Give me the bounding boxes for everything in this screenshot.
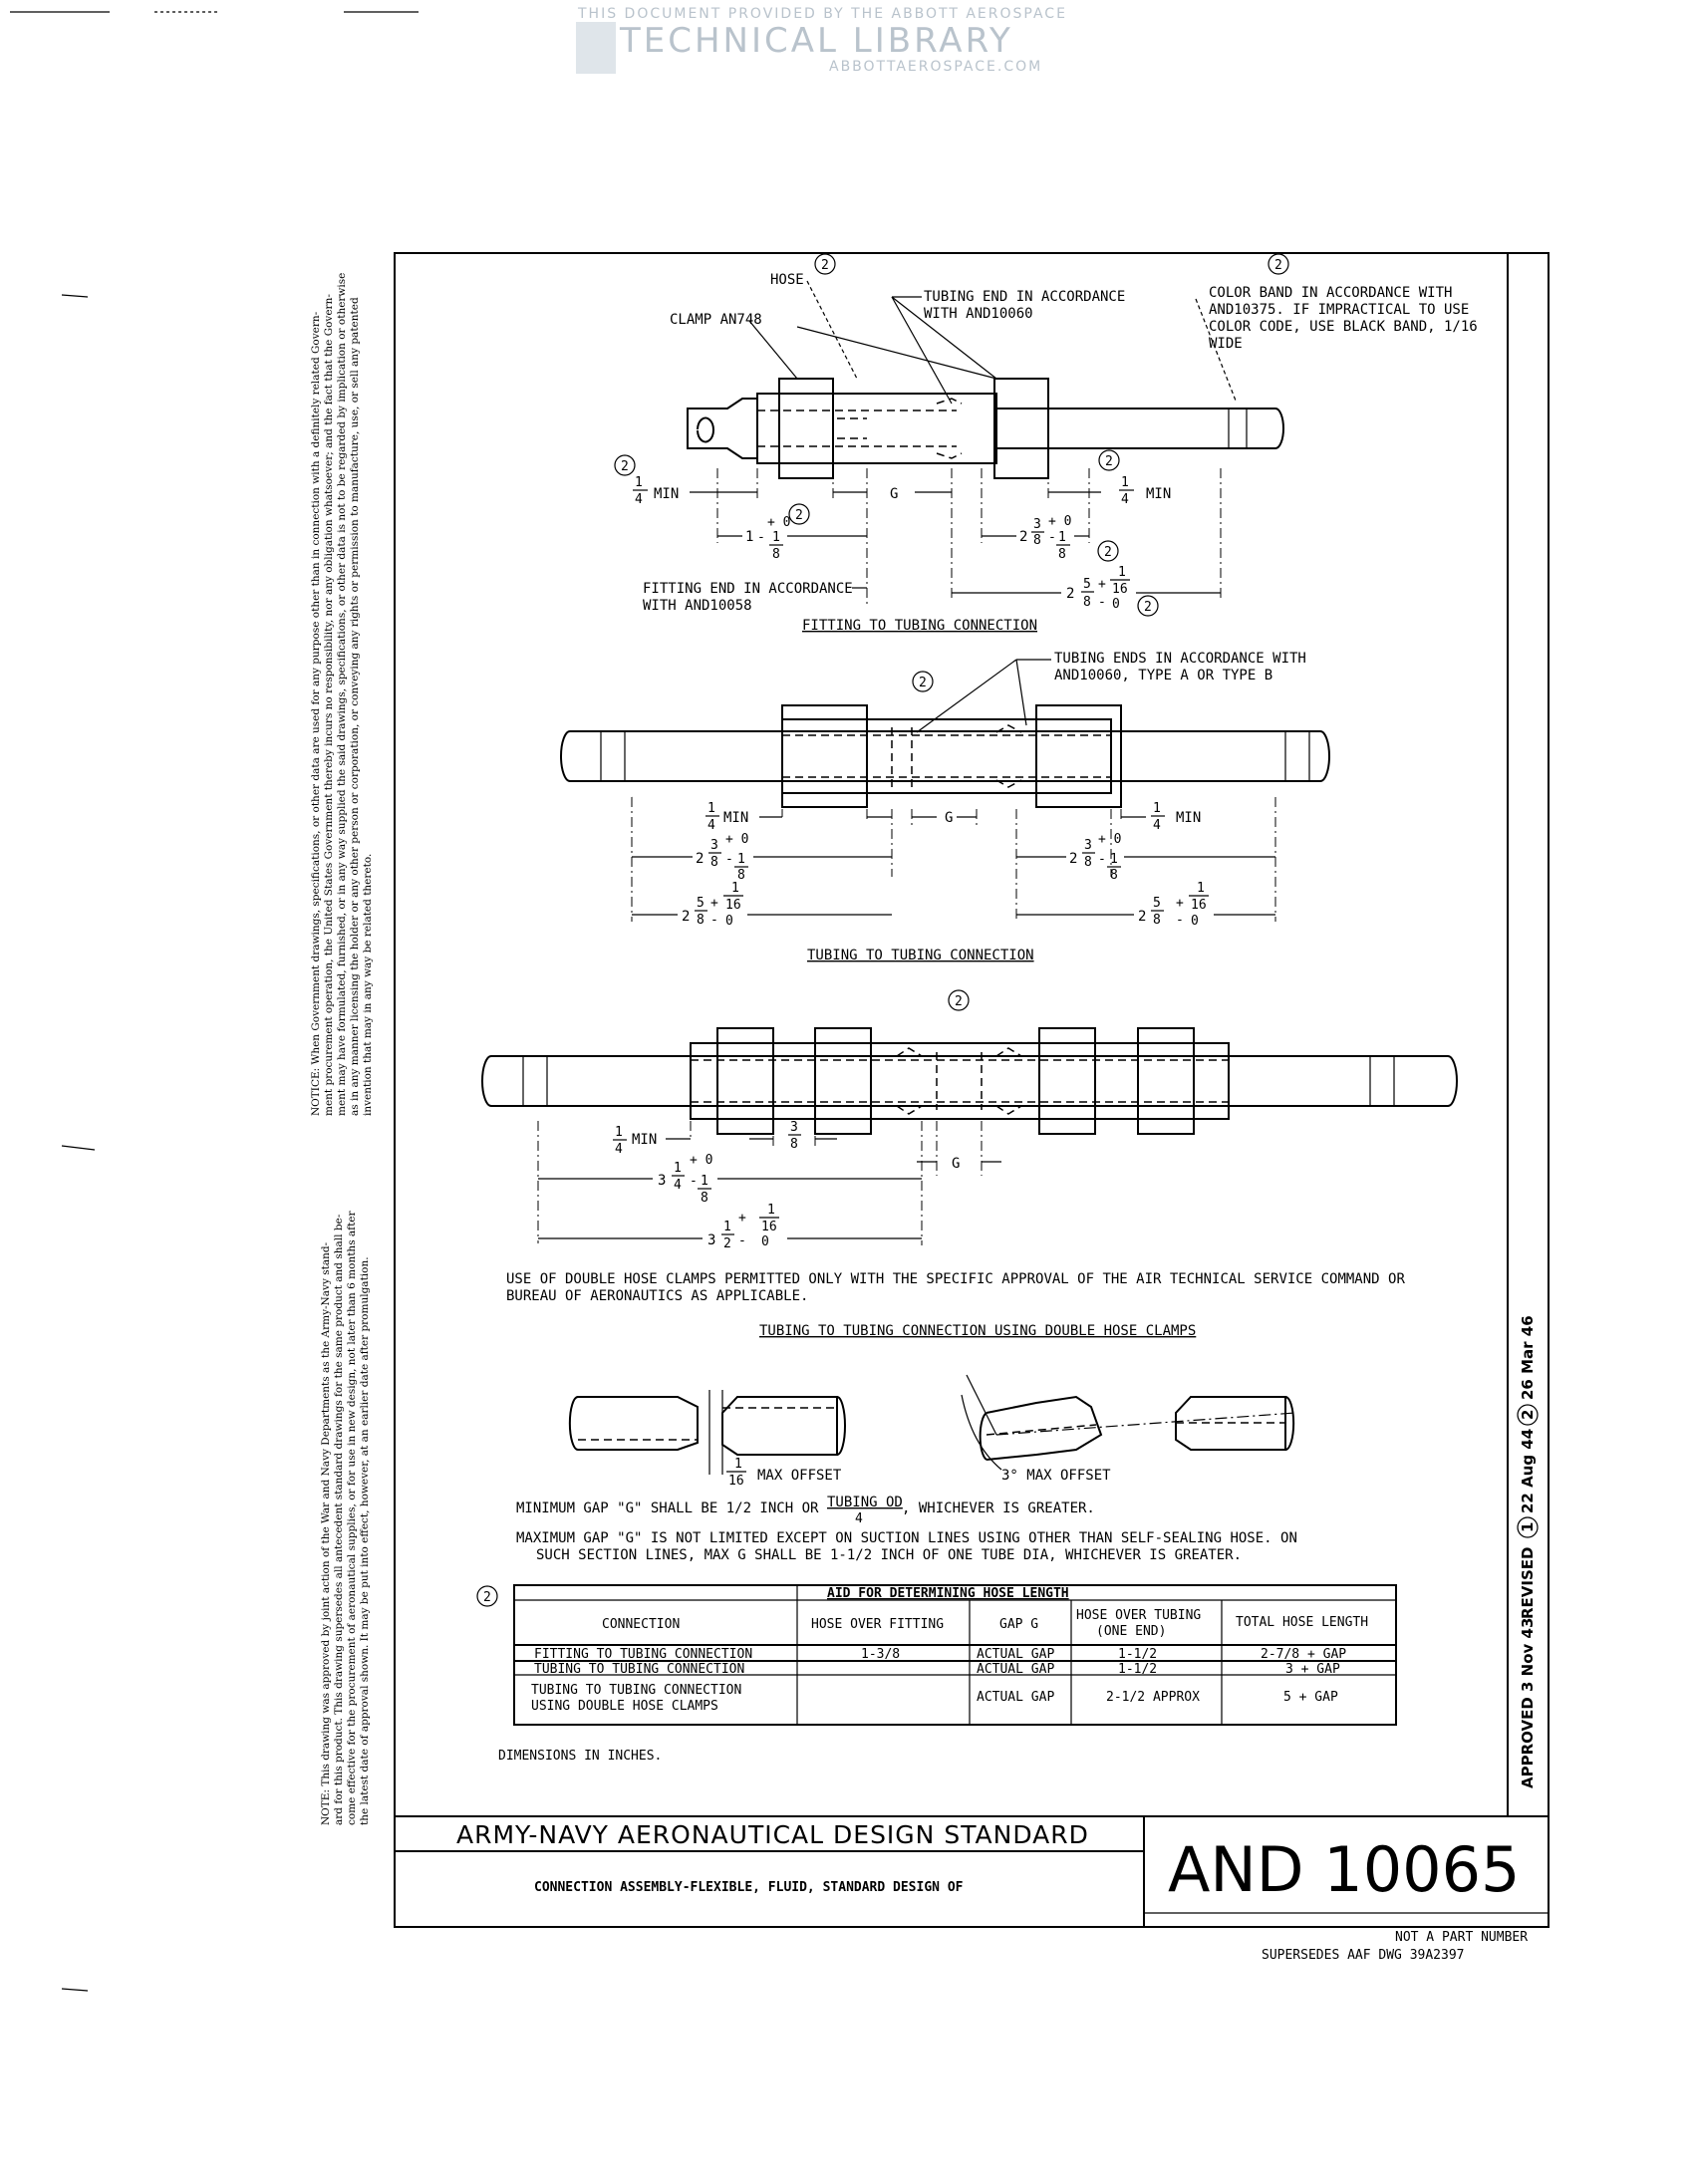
dim-minus: - bbox=[1098, 595, 1106, 610]
edge-mark bbox=[62, 295, 88, 297]
minimum-gap-note: MINIMUM GAP "G" SHALL BE 1/2 INCH OR bbox=[516, 1501, 819, 1516]
frac-num: 3 bbox=[710, 838, 718, 853]
dim-plus0: + 0 bbox=[1098, 832, 1122, 847]
frac-den: 4 bbox=[615, 1142, 623, 1157]
leader-line bbox=[1016, 660, 1026, 725]
notice-line-4: as in any manner licensing the holder or any other person or corporation, or conveying any rights or permission to manufacture, use, or sell any patented bbox=[349, 297, 361, 1116]
clamp-right bbox=[1036, 705, 1121, 807]
dim-minus: - bbox=[690, 1174, 698, 1189]
th-hose-over-tubing-2: (ONE END) bbox=[1096, 1624, 1167, 1639]
notice-line-3: ment may have formulated, furnished, or in any way supplied the said drawings, specifications, or other data is not to be regarded by implication or otherwise bbox=[336, 272, 348, 1116]
color-band-label-4: WIDE bbox=[1209, 336, 1243, 352]
tubing-od-label: TUBING OD bbox=[827, 1495, 903, 1510]
notice-block bbox=[310, 273, 374, 1116]
dim-minus: - bbox=[710, 913, 718, 928]
fitting-section bbox=[698, 418, 713, 442]
dim-whole: 2 bbox=[1019, 529, 1028, 545]
dim-minus: - bbox=[738, 1233, 746, 1248]
dim-zero: 0 bbox=[1112, 597, 1120, 612]
row2-connection: TUBING TO TUBING CONNECTION bbox=[534, 1662, 745, 1677]
dim-whole: 3 bbox=[707, 1232, 716, 1248]
dim-plus0: + 0 bbox=[1048, 514, 1072, 529]
frac-num: 1 bbox=[772, 530, 780, 545]
dim-minus: - bbox=[757, 530, 765, 545]
leader-line bbox=[917, 660, 1016, 732]
watermark-line2: TECHNICAL LIBRARY bbox=[620, 21, 1013, 61]
fitting-end-label-1: FITTING END IN ACCORDANCE bbox=[643, 581, 853, 597]
double-clamp-note-2: BUREAU OF AERONAUTICS AS APPLICABLE. bbox=[506, 1288, 809, 1304]
frac-den: 16 bbox=[725, 898, 741, 913]
frac-den: 8 bbox=[772, 547, 780, 562]
dim-whole: 2 bbox=[1069, 851, 1078, 867]
row3-connection-2: USING DOUBLE HOSE CLAMPS bbox=[531, 1699, 718, 1714]
row2-gap: ACTUAL GAP bbox=[977, 1662, 1055, 1677]
frac-den: 8 bbox=[1153, 913, 1161, 928]
row1-total: 2-7/8 + GAP bbox=[1261, 1647, 1347, 1662]
dim-whole: 2 bbox=[1138, 909, 1147, 925]
min-label: MIN bbox=[1176, 810, 1202, 826]
gap-notes bbox=[516, 1495, 1297, 1563]
frac-num: 1 bbox=[674, 1161, 682, 1176]
double-clamp-note-1: USE OF DOUBLE HOSE CLAMPS PERMITTED ONLY WITH THE SPECIFIC APPROVAL OF THE AIR TECHNICAL SERVICE COMMAND OR bbox=[506, 1271, 1405, 1287]
min-label: MIN bbox=[632, 1132, 658, 1148]
row3-tubing: 2-1/2 APPROX bbox=[1106, 1690, 1200, 1705]
offset-sketches bbox=[570, 1375, 1295, 1489]
min-label: MIN bbox=[654, 486, 680, 502]
frac-den: 4 bbox=[635, 492, 643, 507]
dim-whole: 1 bbox=[745, 529, 754, 545]
frac-num: 3 bbox=[790, 1120, 798, 1135]
dim-zero: 0 bbox=[761, 1234, 769, 1249]
frac-den: 4 bbox=[674, 1178, 682, 1193]
frac-den: 16 bbox=[1191, 898, 1207, 913]
dim-whole: 2 bbox=[682, 909, 691, 925]
color-band-right bbox=[1285, 731, 1309, 781]
tubing-ends-label-1: TUBING ENDS IN ACCORDANCE WITH bbox=[1054, 651, 1306, 667]
notice-line-5: invention that may in any way be related thereto. bbox=[362, 853, 374, 1116]
clamp-left bbox=[782, 705, 867, 807]
maximum-gap-note-1: MAXIMUM GAP "G" IS NOT LIMITED EXCEPT ON SUCTION LINES USING OTHER THAN SELF-SEALING HOSE. ON bbox=[516, 1530, 1297, 1546]
frac-den: 4 bbox=[1121, 492, 1129, 507]
frac-num: 1 bbox=[707, 801, 715, 816]
dim-minus: - bbox=[1176, 913, 1184, 928]
supersedes-note: SUPERSEDES AAF DWG 39A2397 bbox=[1262, 1948, 1465, 1963]
row1-connection: FITTING TO TUBING CONNECTION bbox=[534, 1647, 753, 1662]
dim-plus: + bbox=[710, 896, 718, 911]
frac-num: 5 bbox=[1083, 577, 1091, 592]
frac-den: 8 bbox=[710, 855, 718, 870]
clamp-label: CLAMP AN748 bbox=[670, 312, 762, 328]
tubing-ends-label-2: AND10060, TYPE A OR TYPE B bbox=[1054, 668, 1273, 683]
tube-break bbox=[1275, 409, 1283, 448]
figure-tubing-to-tubing bbox=[561, 651, 1329, 963]
hose-label: HOSE bbox=[770, 272, 804, 288]
standard-number: AND 10065 bbox=[1168, 1833, 1521, 1906]
notice-line-1: NOTICE: When Government drawings, specifications, or other data are used for any purpose other than in connection with a definitely related Govern- bbox=[310, 311, 322, 1116]
frac-num: 5 bbox=[1153, 896, 1161, 911]
note-block bbox=[320, 1211, 371, 1825]
color-band-label-2: AND10375. IF IMPRACTICAL TO USE bbox=[1209, 302, 1470, 318]
note-line-2: ard for this product. This drawing supersedes all antecedent standard drawings for the same product and shall be- bbox=[333, 1214, 345, 1825]
row1-gap: ACTUAL GAP bbox=[977, 1647, 1055, 1662]
dim-plus0: + 0 bbox=[690, 1153, 713, 1168]
frac-den: 8 bbox=[1084, 855, 1092, 870]
maximum-gap-note-2: SUCH SECTION LINES, MAX G SHALL BE 1-1/2 INCH OF ONE TUBE DIA, WHICHEVER IS GREATER. bbox=[536, 1547, 1243, 1563]
frac-den: 16 bbox=[1112, 582, 1128, 597]
th-connection: CONNECTION bbox=[602, 1617, 681, 1632]
row3-gap: ACTUAL GAP bbox=[977, 1690, 1055, 1705]
min-label: MIN bbox=[723, 810, 749, 826]
not-a-part-number: NOT A PART NUMBER bbox=[1395, 1930, 1529, 1945]
frac-num: 1 bbox=[1197, 881, 1205, 896]
figure-double-clamps bbox=[482, 990, 1457, 1339]
revision-number: 2 bbox=[1274, 258, 1282, 273]
th-hose-over-fitting: HOSE OVER FITTING bbox=[811, 1617, 945, 1632]
frac-den: 4 bbox=[1153, 818, 1161, 833]
row3-total: 5 + GAP bbox=[1283, 1690, 1338, 1705]
bead-hidden bbox=[937, 453, 962, 458]
watermark-line1: THIS DOCUMENT PROVIDED BY THE ABBOTT AEROSPACE bbox=[578, 6, 1067, 22]
tubing-od-divisor: 4 bbox=[855, 1511, 863, 1526]
revision-number: 2 bbox=[483, 1590, 491, 1605]
frac-den: 8 bbox=[1083, 595, 1091, 610]
dim-plus0: + 0 bbox=[725, 832, 749, 847]
revision-number: 2 bbox=[1104, 545, 1112, 560]
note-line-1: NOTE: This drawing was approved by joint action of the War and Navy Departments as the Army-Navy stand- bbox=[320, 1241, 332, 1825]
th-hose-over-tubing-1: HOSE OVER TUBING bbox=[1076, 1608, 1202, 1623]
hose-length-table bbox=[477, 1585, 1396, 1725]
watermark-logo bbox=[576, 22, 616, 74]
gap-label: G bbox=[890, 486, 899, 502]
frac-den: 8 bbox=[790, 1137, 798, 1152]
dimensions-note: DIMENSIONS IN INCHES. bbox=[498, 1749, 663, 1764]
frac-num: 3 bbox=[1033, 517, 1041, 532]
frac-num: 1 bbox=[1110, 852, 1118, 867]
frac-num: 1 bbox=[731, 881, 739, 896]
tube-break bbox=[1320, 731, 1329, 781]
frac-num: 1 bbox=[1118, 565, 1126, 580]
title-block bbox=[395, 1816, 1549, 1963]
frac-den: 16 bbox=[761, 1220, 777, 1234]
standard-description: CONNECTION ASSEMBLY-FLEXIBLE, FLUID, STANDARD DESIGN OF bbox=[534, 1880, 964, 1895]
dim-whole: 3 bbox=[658, 1173, 667, 1189]
revision-number: 2 bbox=[919, 676, 927, 690]
revision-block bbox=[1518, 1315, 1538, 1788]
edge-mark bbox=[62, 1989, 88, 1991]
revision-number: 2 bbox=[795, 508, 803, 523]
dim-whole: 2 bbox=[696, 851, 705, 867]
frac-num: 1 bbox=[767, 1203, 775, 1218]
table-caption: AID FOR DETERMINING HOSE LENGTH bbox=[827, 1586, 1069, 1601]
color-band-label-1: COLOR BAND IN ACCORDANCE WITH bbox=[1209, 285, 1453, 301]
color-band-label-3: COLOR CODE, USE BLACK BAND, 1/16 bbox=[1209, 319, 1478, 335]
tubing-end-label-2: WITH AND10060 bbox=[924, 306, 1033, 322]
dim-plus: + bbox=[1098, 577, 1106, 592]
revision-number: 2 bbox=[621, 459, 629, 474]
dim-plus: + bbox=[738, 1211, 746, 1226]
revision-two: 2 bbox=[1519, 1409, 1537, 1420]
figure-fitting-to-tubing bbox=[615, 254, 1478, 634]
color-band bbox=[1229, 409, 1247, 448]
figure1-title: FITTING TO TUBING CONNECTION bbox=[802, 618, 1038, 634]
dim-plus0: + 0 bbox=[767, 515, 791, 530]
tubing-end-label-1: TUBING END IN ACCORDANCE bbox=[924, 289, 1126, 305]
hose-body bbox=[757, 394, 996, 463]
note-line-4: the latest date of approval shown. It may be put into effect, however, at an earlier date after promulgation. bbox=[359, 1256, 371, 1825]
dim-minus: - bbox=[1048, 530, 1056, 545]
dim-zero: 0 bbox=[1191, 914, 1199, 929]
row3-connection-1: TUBING TO TUBING CONNECTION bbox=[531, 1683, 742, 1698]
clamp-right bbox=[994, 379, 1048, 478]
max-offset-label: MAX OFFSET bbox=[757, 1468, 842, 1484]
row1-fitting: 1-3/8 bbox=[861, 1647, 901, 1662]
frac-num: 1 bbox=[635, 475, 643, 490]
min-label: MIN bbox=[1146, 486, 1172, 502]
frac-num: 1 bbox=[723, 1220, 731, 1234]
frac-num: 1 bbox=[737, 852, 745, 867]
frac-den: 4 bbox=[707, 818, 715, 833]
frac-num: 1 bbox=[615, 1125, 623, 1140]
minimum-gap-note-end: , WHICHEVER IS GREATER. bbox=[902, 1501, 1095, 1516]
fitting-end-label-2: WITH AND10058 bbox=[643, 598, 752, 614]
frac-den: 2 bbox=[723, 1236, 731, 1251]
frac-den: 8 bbox=[1110, 868, 1118, 883]
revision-number: 2 bbox=[821, 258, 829, 273]
frac-num: 3 bbox=[1084, 838, 1092, 853]
gap-label: G bbox=[945, 810, 954, 826]
frac-den: 16 bbox=[728, 1474, 744, 1489]
frac-den: 8 bbox=[1033, 533, 1041, 548]
revised-label: REVISED bbox=[1519, 1546, 1537, 1619]
edge-mark bbox=[62, 1146, 95, 1150]
frac-num: 1 bbox=[1121, 475, 1129, 490]
revision-number: 2 bbox=[1105, 454, 1113, 469]
notice-line-2: ment procurement operation, the United States Government thereby incurs no responsibility, nor any obligation whatsoever; and the fact that the Govern- bbox=[323, 294, 335, 1116]
frac-num: 5 bbox=[697, 896, 705, 911]
revision-number: 2 bbox=[955, 994, 963, 1009]
frac-den: 8 bbox=[701, 1191, 708, 1206]
figure3-title: TUBING TO TUBING CONNECTION USING DOUBLE HOSE CLAMPS bbox=[759, 1323, 1197, 1339]
frac-den: 8 bbox=[697, 913, 705, 928]
angle-offset-label: 3° MAX OFFSET bbox=[1001, 1468, 1111, 1484]
revision-number: 2 bbox=[1144, 600, 1152, 615]
leader-line bbox=[749, 321, 797, 379]
row2-total: 3 + GAP bbox=[1285, 1662, 1340, 1677]
frac-den: 8 bbox=[737, 868, 745, 883]
frac-num: 1 bbox=[1058, 530, 1066, 545]
watermark-line3: ABBOTTAEROSPACE.COM bbox=[829, 59, 1043, 75]
dim-whole: 2 bbox=[1066, 586, 1075, 602]
frac-den: 8 bbox=[1058, 547, 1066, 562]
tube-break bbox=[561, 731, 570, 781]
gap-label: G bbox=[952, 1156, 961, 1172]
frac-num: 1 bbox=[701, 1174, 708, 1189]
revision-one: 1 bbox=[1519, 1521, 1537, 1532]
frac-num: 1 bbox=[1153, 801, 1161, 816]
revision-one-date: 22 Aug 44 bbox=[1519, 1428, 1537, 1513]
leader-line bbox=[807, 281, 857, 379]
row1-tubing: 1-1/2 bbox=[1118, 1647, 1158, 1662]
watermark bbox=[576, 6, 1067, 75]
frac-num: 1 bbox=[734, 1457, 742, 1472]
dim-zero: 0 bbox=[725, 914, 733, 929]
figure2-title: TUBING TO TUBING CONNECTION bbox=[807, 948, 1034, 963]
row2-tubing: 1-1/2 bbox=[1118, 1662, 1158, 1677]
bead-hidden bbox=[937, 399, 962, 404]
th-gap: GAP G bbox=[999, 1617, 1039, 1632]
dim-minus: - bbox=[725, 852, 733, 867]
revision-two-date: 26 Mar 46 bbox=[1519, 1315, 1537, 1400]
dim-plus: + bbox=[1176, 896, 1184, 911]
dim-minus: - bbox=[1098, 852, 1106, 867]
leader-line bbox=[797, 327, 996, 379]
note-line-3: come effective for the procurement of aeronautical supplies, or for use in new design, not later than 6 months after bbox=[346, 1211, 358, 1825]
th-total: TOTAL HOSE LENGTH bbox=[1236, 1615, 1369, 1630]
standard-title: ARMY-NAVY AERONAUTICAL DESIGN STANDARD bbox=[456, 1820, 1089, 1849]
approved-label: APPROVED 3 Nov 43 bbox=[1519, 1617, 1537, 1788]
color-band-left bbox=[601, 731, 625, 781]
